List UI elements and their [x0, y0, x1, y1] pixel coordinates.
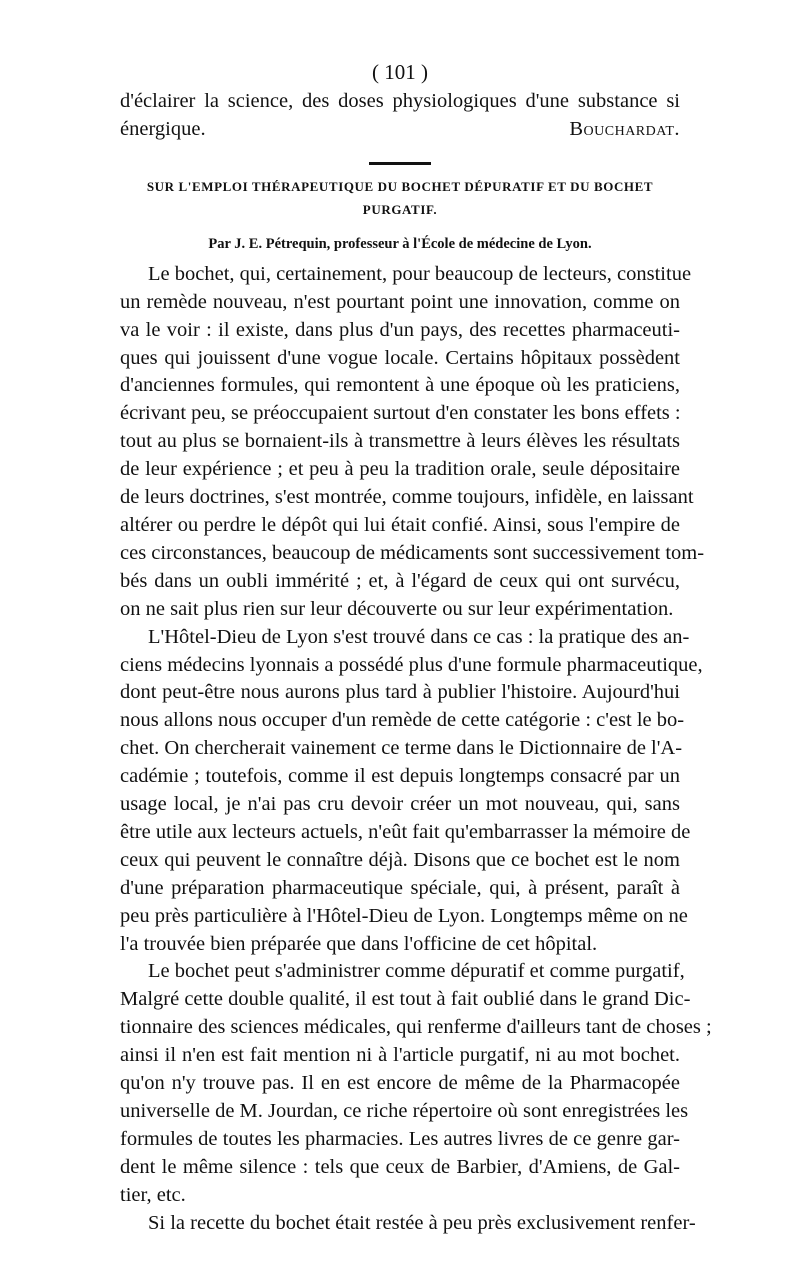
paragraph [120, 958, 712, 1209]
text-line: bés dans un oubli immérité ; et, à l'égard de ceux qui ont survécu, [120, 569, 680, 592]
paragraph [120, 261, 705, 624]
text-line: dont peut-être nous aurons plus tard à publier l'histoire. Aujourd'hui [120, 681, 680, 704]
article-body [120, 261, 712, 1238]
text-line: écrivant peu, se préoccupaient surtout d'en constater les bons effets : [120, 402, 681, 425]
section-divider [369, 162, 431, 165]
text-line: ces circonstances, beaucoup de médicaments sont successivement tom- [120, 541, 705, 564]
document-page [120, 58, 712, 1238]
text-line: on ne sait plus rien sur leur découverte ou sur leur expérimentation. [120, 597, 674, 620]
text-line: nous allons nous occuper d'un remède de cette catégorie : c'est le bo- [120, 709, 685, 732]
text-line: chet. On chercherait vainement ce terme dans le Dictionnaire de l'A- [120, 737, 683, 760]
text-line: va le voir : il existe, dans plus d'un pays, des recettes pharmaceuti- [120, 318, 680, 341]
text-line: Malgré cette double qualité, il est tout à fait oublié dans le grand Dic- [120, 988, 691, 1011]
text-line: ainsi il n'en est fait mention ni à l'article purgatif, ni au mot bochet. [120, 1044, 680, 1067]
text-line: tier, etc. [120, 1183, 186, 1206]
text-line: Si la recette du bochet était restée à peu près exclusivement renfer- [148, 1211, 696, 1234]
text-line: un remède nouveau, n'est pourtant point une innovation, comme on [120, 290, 680, 313]
text-line: universelle de M. Jourdan, ce riche répertoire où sont enregistrées les [120, 1100, 689, 1122]
text-line: peu près particulière à l'Hôtel-Dieu de Lyon. Longtemps même on ne [120, 904, 688, 927]
text-line: Le bochet peut s'administrer comme dépuratif et comme purgatif, [148, 960, 685, 983]
text-line: l'a trouvée bien préparée que dans l'officine de cet hôpital. [120, 932, 598, 955]
text-line: ques qui jouissent d'une vogue locale. Certains hôpitaux possèdent [120, 346, 680, 369]
text-line: dent le même silence : tels que ceux de Barbier, d'Amiens, de Gal- [120, 1155, 680, 1178]
text-line: qu'on n'y trouve pas. Il en est encore de même de la Pharmacopée [120, 1072, 680, 1095]
text-line: d'éclairer la science, des doses physiologiques d'une substance si [120, 90, 680, 112]
article-title [120, 175, 680, 221]
text-line: être utile aux lecteurs actuels, n'eût fait qu'embarrasser la mémoire de [120, 820, 691, 843]
paragraph [120, 624, 703, 959]
text-line: ceux qui peuvent le connaître déjà. Disons que ce bochet est le nom [120, 848, 680, 871]
article-byline: Par J. E. Pétrequin, professeur à l'École de médecine de Lyon. [208, 235, 592, 252]
article-title-line: SUR L'EMPLOI THÉRAPEUTIQUE DU BOCHET DÉPURATIF ET DU BOCHET [146, 178, 654, 194]
intro-block [120, 88, 680, 144]
text-line: formules de toutes les pharmacies. Les autres livres de ce genre gar- [120, 1127, 680, 1150]
article-title-line: PURGATIF. [362, 201, 438, 217]
intro-closing-row [120, 116, 680, 144]
text-line: d'une préparation pharmaceutique spéciale, qui, à présent, paraît à [120, 876, 680, 899]
text-line: tout au plus se bornaient-ils à transmettre à leurs élèves les résultats [120, 430, 680, 453]
author-signature: Bouchardat. [569, 117, 680, 140]
text-line: d'anciennes formules, qui remontent à une époque où les praticiens, [120, 374, 680, 397]
paragraph [120, 1210, 696, 1238]
text-line: énergique. [120, 117, 206, 140]
text-line: cadémie ; toutefois, comme il est depuis longtemps consacré par un [120, 765, 680, 788]
text-line: altérer ou perdre le dépôt qui lui était confié. Ainsi, sous l'empire de [120, 513, 680, 536]
text-line: L'Hôtel-Dieu de Lyon s'est trouvé dans ce cas : la pratique des an- [148, 625, 690, 648]
text-line: de leurs doctrines, s'est montrée, comme toujours, infidèle, en laissant [120, 486, 694, 509]
text-line: de leur expérience ; et peu à peu la tradition orale, seule dépositaire [120, 458, 680, 481]
text-line: ciens médecins lyonnais a possédé plus d'une formule pharmaceutique, [120, 653, 703, 676]
page-number: ( 101 ) [372, 60, 428, 84]
text-line: usage local, je n'ai pas cru devoir créer un mot nouveau, qui, sans [120, 793, 680, 816]
text-line: tionnaire des sciences médicales, qui renferme d'ailleurs tant de choses ; [120, 1016, 712, 1039]
text-line: Le bochet, qui, certainement, pour beaucoup de lecteurs, constitue [148, 262, 692, 285]
